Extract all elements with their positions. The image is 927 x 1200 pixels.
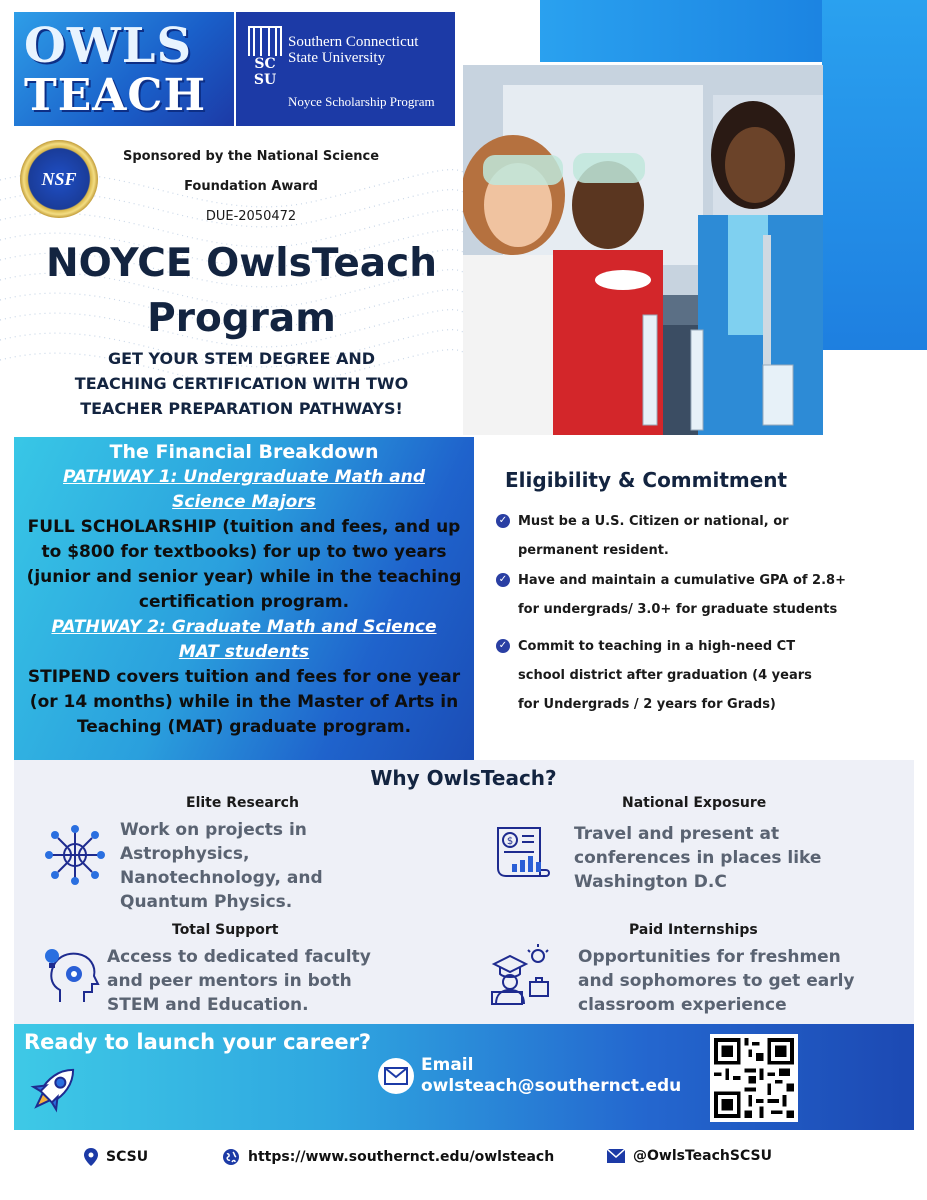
footer-website[interactable]: https://www.southernct.edu/owlsteach (222, 1148, 554, 1166)
rocket-icon (24, 1058, 84, 1120)
financial-title: The Financial Breakdown (109, 441, 379, 463)
report-chart-icon (492, 820, 554, 886)
pathway-2-description: STIPEND covers tuition and fees for one year (or 14 months) while in the Master of Arts in Teaching (MAT) graduate program. (27, 667, 461, 737)
check-icon: ✓ (496, 514, 510, 528)
feature-text-exposure: Travel and present at conferences in places like Washington D.C (574, 824, 822, 892)
program-name: Noyce Scholarship Program (288, 94, 435, 109)
location-pin-icon (84, 1148, 98, 1166)
graduate-laptop-icon (486, 942, 554, 1008)
scsu-pillar-icon: SC SU (248, 26, 282, 116)
email-label: Email (421, 1055, 474, 1075)
check-icon: ✓ (496, 573, 510, 587)
feature-text-support: Access to dedicated faculty and peer mentors in both STEM and Education. (107, 947, 371, 1015)
owls-wordmark: OWLS (24, 18, 193, 74)
nsf-seal-icon: NSF (20, 140, 98, 218)
blue-accent-side (822, 0, 927, 350)
page-title: NOYCE OwlsTeach Program (46, 241, 437, 341)
globe-network-icon (42, 822, 108, 888)
why-title: Why OwlsTeach? (370, 766, 557, 790)
teach-wordmark: TEACH (24, 70, 207, 121)
eligibility-title: Eligibility & Commitment (505, 468, 788, 492)
award-number: DUE-2050472 (205, 209, 297, 224)
footer-social[interactable]: @OwlsTeachSCSU (607, 1148, 772, 1164)
cta-title: Ready to launch your career? (24, 1030, 372, 1054)
head-gear-icon (40, 944, 104, 1008)
eligibility-item: ✓ Commit to teaching in a high-need CT school district after graduation (4 years for Undergrads / 2 years for Grads) (496, 632, 812, 719)
feature-text-research: Work on projects in Astrophysics, Nanotechnology, and Quantum Physics. (120, 820, 323, 912)
email-icon[interactable] (378, 1058, 414, 1094)
pathway-1-description: FULL SCHOLARSHIP (tuition and fees, and up to $800 for textbooks) for up to two years (junior and senior year) while in the teaching certification program. (26, 517, 462, 612)
email-link[interactable]: owlsteach@southernct.edu (421, 1076, 682, 1096)
university-name: Southern Connecticut State University (288, 34, 419, 66)
check-icon: ✓ (496, 639, 510, 653)
feature-title-exposure: National Exposure (622, 795, 767, 811)
eligibility-item: ✓ Must be a U.S. Citizen or national, or permanent resident. (496, 507, 789, 565)
eligibility-item: ✓ Have and maintain a cumulative GPA of 2.8+ for undergrads/ 3.0+ for graduate students (496, 566, 846, 624)
students-lab-illustration (463, 65, 823, 435)
pathway-2-heading: PATHWAY 2: Graduate Math and Science MAT students (51, 617, 437, 662)
svg-text:$: $ (506, 836, 514, 847)
sponsor-text: Sponsored by the National Science Foundation Award DUE-2050472 (110, 142, 392, 232)
globe-icon (222, 1148, 240, 1166)
header-logo-block (14, 12, 455, 126)
pathway-1-heading: PATHWAY 1: Undergraduate Math and Science Majors (63, 467, 425, 512)
feature-title-support: Total Support (172, 922, 279, 938)
footer-location: SCSU (84, 1148, 148, 1166)
financial-breakdown-box (14, 437, 474, 760)
envelope-icon (607, 1149, 625, 1163)
page-subtitle: GET YOUR STEM DEGREE AND TEACHING CERTIFICATION WITH TWO TEACHER PREPARATION PATHWAYS! (74, 349, 409, 418)
scsu-logo (236, 12, 455, 126)
feature-title-internships: Paid Internships (629, 922, 758, 938)
owlsteach-logo (14, 12, 236, 126)
feature-text-internships: Opportunities for freshmen and sophomores to get early classroom experience (578, 947, 855, 1015)
classroom-photo (463, 65, 823, 435)
qr-code[interactable] (710, 1034, 798, 1122)
feature-title-research: Elite Research (186, 795, 299, 811)
